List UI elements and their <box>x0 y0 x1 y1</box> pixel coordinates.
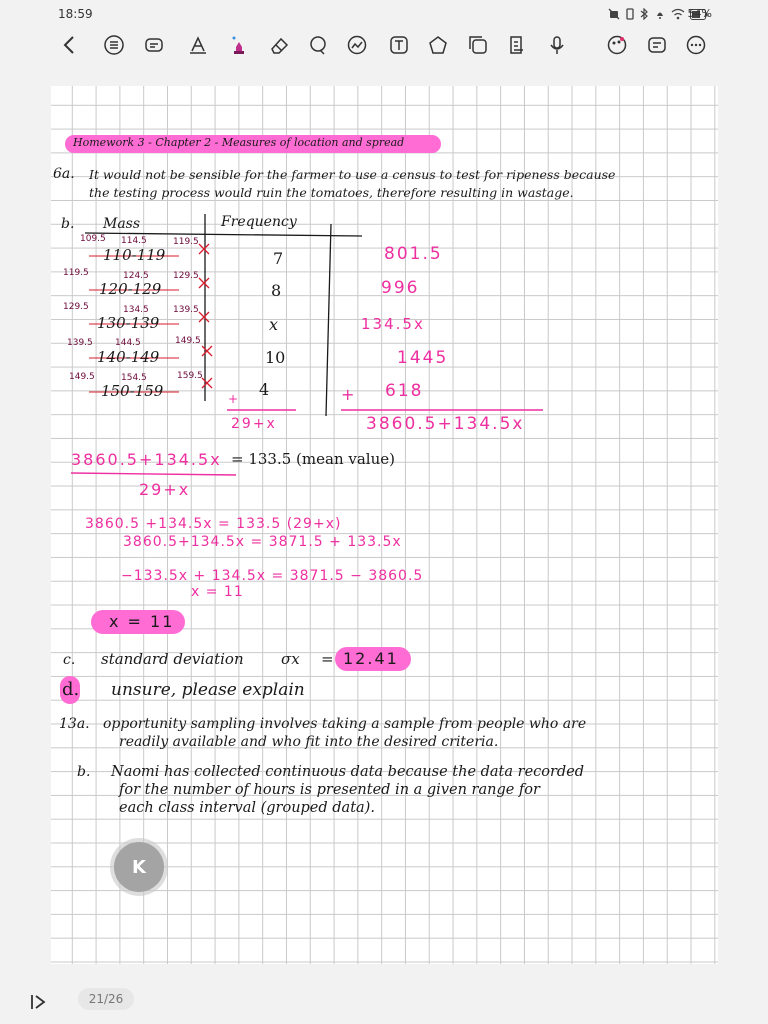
row4-lower: 139.5 <box>67 338 93 348</box>
q13a-label: 13a. <box>59 716 90 732</box>
row1-frequency: 7 <box>273 249 284 268</box>
text-box-icon[interactable] <box>386 32 412 58</box>
list-icon[interactable] <box>101 32 127 58</box>
row4-mass: 140-149 <box>97 348 160 366</box>
more-icon[interactable] <box>683 32 709 58</box>
keyboard-icon[interactable] <box>141 32 167 58</box>
qc-label: c. <box>63 652 76 668</box>
work-line-2: 3860.5+134.5x = 3871.5 + 133.5x <box>123 534 402 550</box>
copy-icon[interactable] <box>465 32 491 58</box>
mean-denominator: 29+x <box>139 480 191 499</box>
row3-lower: 129.5 <box>63 302 89 312</box>
note-page[interactable] <box>51 86 718 964</box>
row2-lower: 119.5 <box>63 268 89 278</box>
q13a-line1: opportunity sampling involves taking a sample from people who are <box>103 716 587 732</box>
row5-fx: 618 <box>385 381 424 401</box>
vibrate-icon <box>625 5 635 24</box>
qc-equals: = <box>321 650 334 668</box>
row1-mid: 114.5 <box>121 236 147 246</box>
row2-frequency: 8 <box>271 281 282 300</box>
table-header-mass: Mass <box>103 216 141 232</box>
row5-mid: 154.5 <box>121 373 147 383</box>
row2-upper: 129.5 <box>173 271 199 281</box>
fx-plus-sign: + <box>341 385 357 404</box>
mean-value-note: = 133.5 (mean value) <box>231 450 395 468</box>
q6a-line1: It would not be sensible for the farmer to use a census to test for ripeness because <box>89 167 616 182</box>
q6a-label: 6a. <box>53 166 75 182</box>
row5-mass: 150-159 <box>101 382 164 400</box>
q13b-line1: Naomi has collected continuous data because the data recorded <box>111 764 585 780</box>
row1-fx: 801.5 <box>384 244 443 264</box>
microphone-icon[interactable] <box>544 32 570 58</box>
eraser-icon[interactable] <box>266 32 292 58</box>
q13b-line2: for the number of hours is presented in a given range for <box>119 782 540 798</box>
wifi-icon <box>671 5 685 24</box>
row4-upper: 149.5 <box>175 336 201 346</box>
q13b-line3: each class interval (grouped data). <box>119 800 375 816</box>
qc-answer: 12.41 <box>343 649 399 668</box>
qd-label: d. <box>62 679 80 700</box>
row2-mass: 120-129 <box>99 280 162 298</box>
row4-frequency: 10 <box>265 348 286 367</box>
convert-icon[interactable] <box>644 32 670 58</box>
mean-numerator: 3860.5+134.5x <box>71 450 222 469</box>
image-icon[interactable] <box>344 32 370 58</box>
pen-tool-icon[interactable] <box>226 32 252 58</box>
row3-upper: 139.5 <box>173 305 199 315</box>
freq-total: 29+x <box>231 416 277 432</box>
work-line-4: x = 11 <box>191 584 244 600</box>
qc-sigma: σx <box>281 650 300 668</box>
row3-mass: 130-139 <box>97 314 160 332</box>
palette-icon[interactable] <box>604 32 630 58</box>
row3-fx: 134.5x <box>361 315 425 333</box>
q6a-line2: the testing process would ruin the tomatoes, therefore resulting in wastage. <box>89 185 574 200</box>
floating-button-label: K <box>132 856 146 878</box>
bluetooth-icon <box>640 5 649 24</box>
table-header-frequency: Frequency <box>221 214 297 230</box>
page-indicator-label: 21/26 <box>88 992 124 1006</box>
qc-text: standard deviation <box>101 650 244 668</box>
play-icon[interactable] <box>28 992 48 1012</box>
shape-icon[interactable] <box>425 32 451 58</box>
work-line-3: −133.5x + 134.5x = 3871.5 − 3860.5 <box>121 568 424 584</box>
mute-icon <box>608 5 620 24</box>
page-indicator[interactable] <box>78 988 134 1010</box>
row2-fx: 996 <box>381 278 420 298</box>
document-icon[interactable] <box>504 32 530 58</box>
freq-plus-sign: + <box>228 392 241 406</box>
qd-text: unsure, please explain <box>111 680 305 700</box>
note-title: Homework 3 - Chapter 2 - Measures of location and spread <box>73 136 405 149</box>
back-icon[interactable] <box>57 32 83 58</box>
status-bar <box>0 0 768 28</box>
q6b-label: b. <box>61 216 75 232</box>
row4-fx: 1445 <box>397 348 449 368</box>
status-time: 18:59 <box>58 7 93 21</box>
row4-mid: 144.5 <box>115 338 141 348</box>
row5-frequency: 4 <box>259 380 270 399</box>
fx-total: 3860.5+134.5x <box>366 414 525 434</box>
q13a-line2: readily available and who fit into the desired criteria. <box>119 734 499 750</box>
row2-mid: 124.5 <box>123 271 149 281</box>
row1-mass: 110-119 <box>103 246 166 264</box>
row3-frequency: x <box>269 315 279 334</box>
row5-upper: 159.5 <box>177 371 203 381</box>
note-toolbar <box>0 28 768 62</box>
battery-percent: 54% <box>687 7 712 20</box>
row1-upper: 119.5 <box>173 237 199 247</box>
work-line-1: 3860.5 +134.5x = 133.5 (29+x) <box>85 516 342 532</box>
do-not-disturb-icon <box>654 5 666 24</box>
row1-lower: 109.5 <box>80 234 106 244</box>
answer-x: x = 11 <box>109 612 175 631</box>
q13b-label: b. <box>77 764 91 780</box>
row5-lower: 149.5 <box>69 372 95 382</box>
floating-shortcut-button[interactable] <box>114 842 164 892</box>
lasso-icon[interactable] <box>305 32 331 58</box>
text-style-icon[interactable] <box>185 32 211 58</box>
row3-mid: 134.5 <box>123 305 149 315</box>
